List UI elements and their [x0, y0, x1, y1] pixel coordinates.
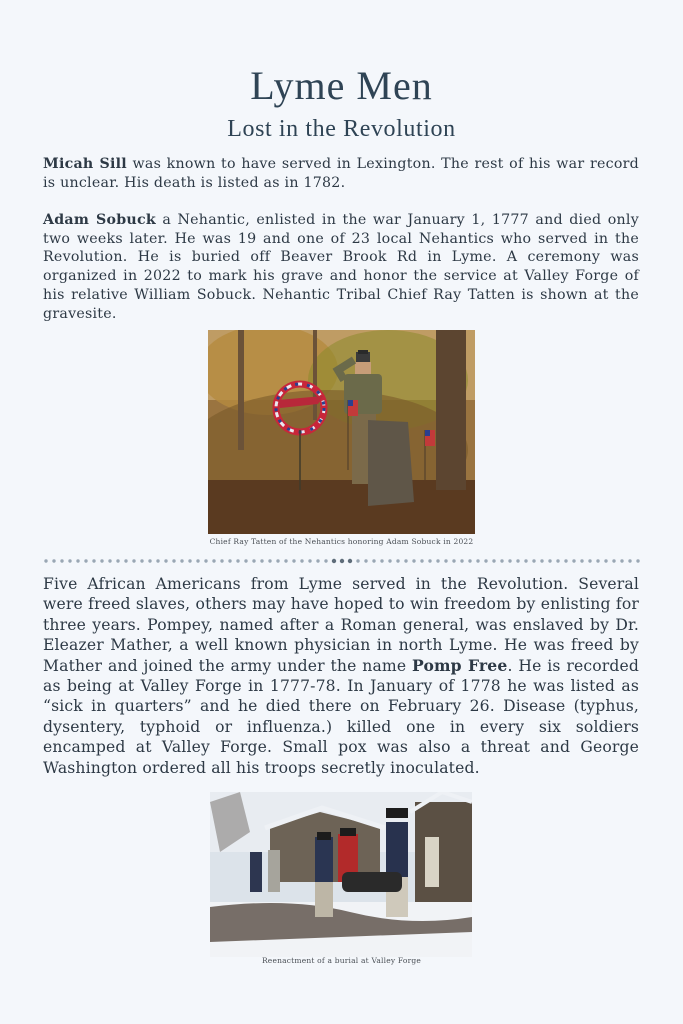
divider-dot — [580, 559, 583, 562]
paragraph-text: was known to have served in Lexington. The rest of his war record is unclear. His death is listed as in 1782. — [43, 156, 639, 191]
divider-dot — [228, 559, 231, 562]
photo-valley-forge-reenactment — [210, 792, 472, 957]
divider-dot — [612, 559, 615, 562]
divider-dot — [380, 559, 383, 562]
paragraph-text: . He is recorded as being at Valley Forge in 1777-78. In January of 1778 he was listed as “sick in quarters” and he died there on February 26. Disease (typhus, dysentery, typhoid or influenza.) killed one in every six soldiers encamped at Valley Forge. Small pox was also a threat and George Washington ordered all his troops secretly inoculated. — [43, 656, 640, 777]
divider-dot — [300, 559, 303, 562]
divider-dot — [260, 559, 263, 562]
divider-dot — [468, 559, 471, 562]
divider-dot — [308, 559, 311, 562]
divider-dot — [268, 559, 271, 562]
divider-dot — [348, 559, 352, 563]
divider-dot — [436, 559, 439, 562]
divider-dot — [388, 559, 391, 562]
divider-dot — [172, 559, 175, 562]
name-pomp-free: Pomp Free — [412, 655, 508, 675]
divider-dot — [500, 559, 503, 562]
photo-chief-at-gravesite — [208, 330, 475, 534]
divider-dot — [148, 559, 151, 562]
divider-dot — [444, 559, 447, 562]
divider-dot — [476, 559, 479, 562]
divider-dot — [556, 559, 559, 562]
name-adam-sobuck: Adam Sobuck — [43, 212, 156, 228]
divider-dot — [412, 559, 415, 562]
divider-dot — [84, 559, 87, 562]
divider-dot — [68, 559, 71, 562]
divider-dot — [164, 559, 167, 562]
divider-dot — [516, 559, 519, 562]
divider-dot — [276, 559, 279, 562]
divider-dot — [108, 559, 111, 562]
divider-dot — [356, 559, 359, 562]
divider-dot — [604, 559, 607, 562]
divider-dot — [44, 559, 47, 562]
divider-dot — [188, 559, 191, 562]
divider-dot — [220, 559, 223, 562]
divider-dot — [76, 559, 79, 562]
divider-dot — [236, 559, 239, 562]
page-subtitle: Lost in the Revolution — [227, 116, 456, 142]
divider-dot — [340, 559, 344, 563]
divider-dot — [100, 559, 103, 562]
divider-dot — [428, 559, 431, 562]
autumn-woods-image — [208, 330, 475, 534]
divider-dot — [628, 559, 631, 562]
divider-dot — [156, 559, 159, 562]
divider-dot — [620, 559, 623, 562]
divider-dot — [52, 559, 55, 562]
divider-dot — [452, 559, 455, 562]
divider-dot — [60, 559, 63, 562]
divider-dot — [564, 559, 567, 562]
page-title: Lyme Men — [250, 63, 433, 108]
paragraph-micah-sill — [43, 155, 639, 192]
divider-dot — [404, 559, 407, 562]
winter-reenactment-image — [210, 792, 472, 957]
divider-dot — [180, 559, 183, 562]
divider-dot — [420, 559, 423, 562]
name-micah-sill: Micah Sill — [43, 156, 127, 172]
divider-dot — [316, 559, 319, 562]
divider-dot — [524, 559, 527, 562]
paragraph-adam-sobuck — [43, 211, 639, 323]
divider-dot — [548, 559, 551, 562]
photo1-caption: Chief Ray Tatten of the Nehantics honoring Adam Sobuck in 2022 — [209, 537, 474, 546]
divider-dot — [252, 559, 255, 562]
divider-dot — [532, 559, 535, 562]
divider-dot — [484, 559, 487, 562]
divider-dot — [116, 559, 119, 562]
divider-dot — [196, 559, 199, 562]
divider-dot — [292, 559, 295, 562]
divider-dot — [572, 559, 575, 562]
section-divider — [43, 558, 643, 564]
divider-dot — [204, 559, 207, 562]
divider-dot — [596, 559, 599, 562]
paragraph-african-americans — [43, 574, 639, 778]
divider-dot — [636, 559, 639, 562]
paragraph-text: Five African Americans from Lyme served in the Revolution. Several were freed slaves, others may have hoped to win freedom by enlisting for three years. Pompey, named after a Roman general, was enslaved by Dr. Eleazer Mather, a well known physician in north Lyme. He was freed by Mather and joined the army under the name — [43, 575, 639, 675]
paragraph-text: a Nehantic, enlisted in the war January 1, 1777 and died only two weeks later. He was 19 and one of 23 local Nehantics who served in the Revolution. He is buried off Beaver Brook Rd in Lyme. A ceremony was organized in 2022 to mark his grave and honor the service at Valley Forge of his relative William Sobuck. Nehantic Tribal Chief Ray Tatten is shown at the gravesite. — [43, 212, 639, 322]
photo2-caption: Reenactment of a burial at Valley Forge — [261, 956, 422, 965]
divider-dot — [332, 559, 336, 563]
divider-dot — [212, 559, 215, 562]
divider-dot — [124, 559, 127, 562]
divider-dot — [244, 559, 247, 562]
divider-dot — [92, 559, 95, 562]
divider-dot — [132, 559, 135, 562]
divider-dot — [140, 559, 143, 562]
divider-dot — [372, 559, 375, 562]
divider-dot — [540, 559, 543, 562]
divider-dot — [364, 559, 367, 562]
divider-dot — [460, 559, 463, 562]
divider-dot — [508, 559, 511, 562]
divider-dot — [396, 559, 399, 562]
divider-dot — [492, 559, 495, 562]
divider-dot — [588, 559, 591, 562]
divider-dot — [284, 559, 287, 562]
divider-dot — [324, 559, 327, 562]
